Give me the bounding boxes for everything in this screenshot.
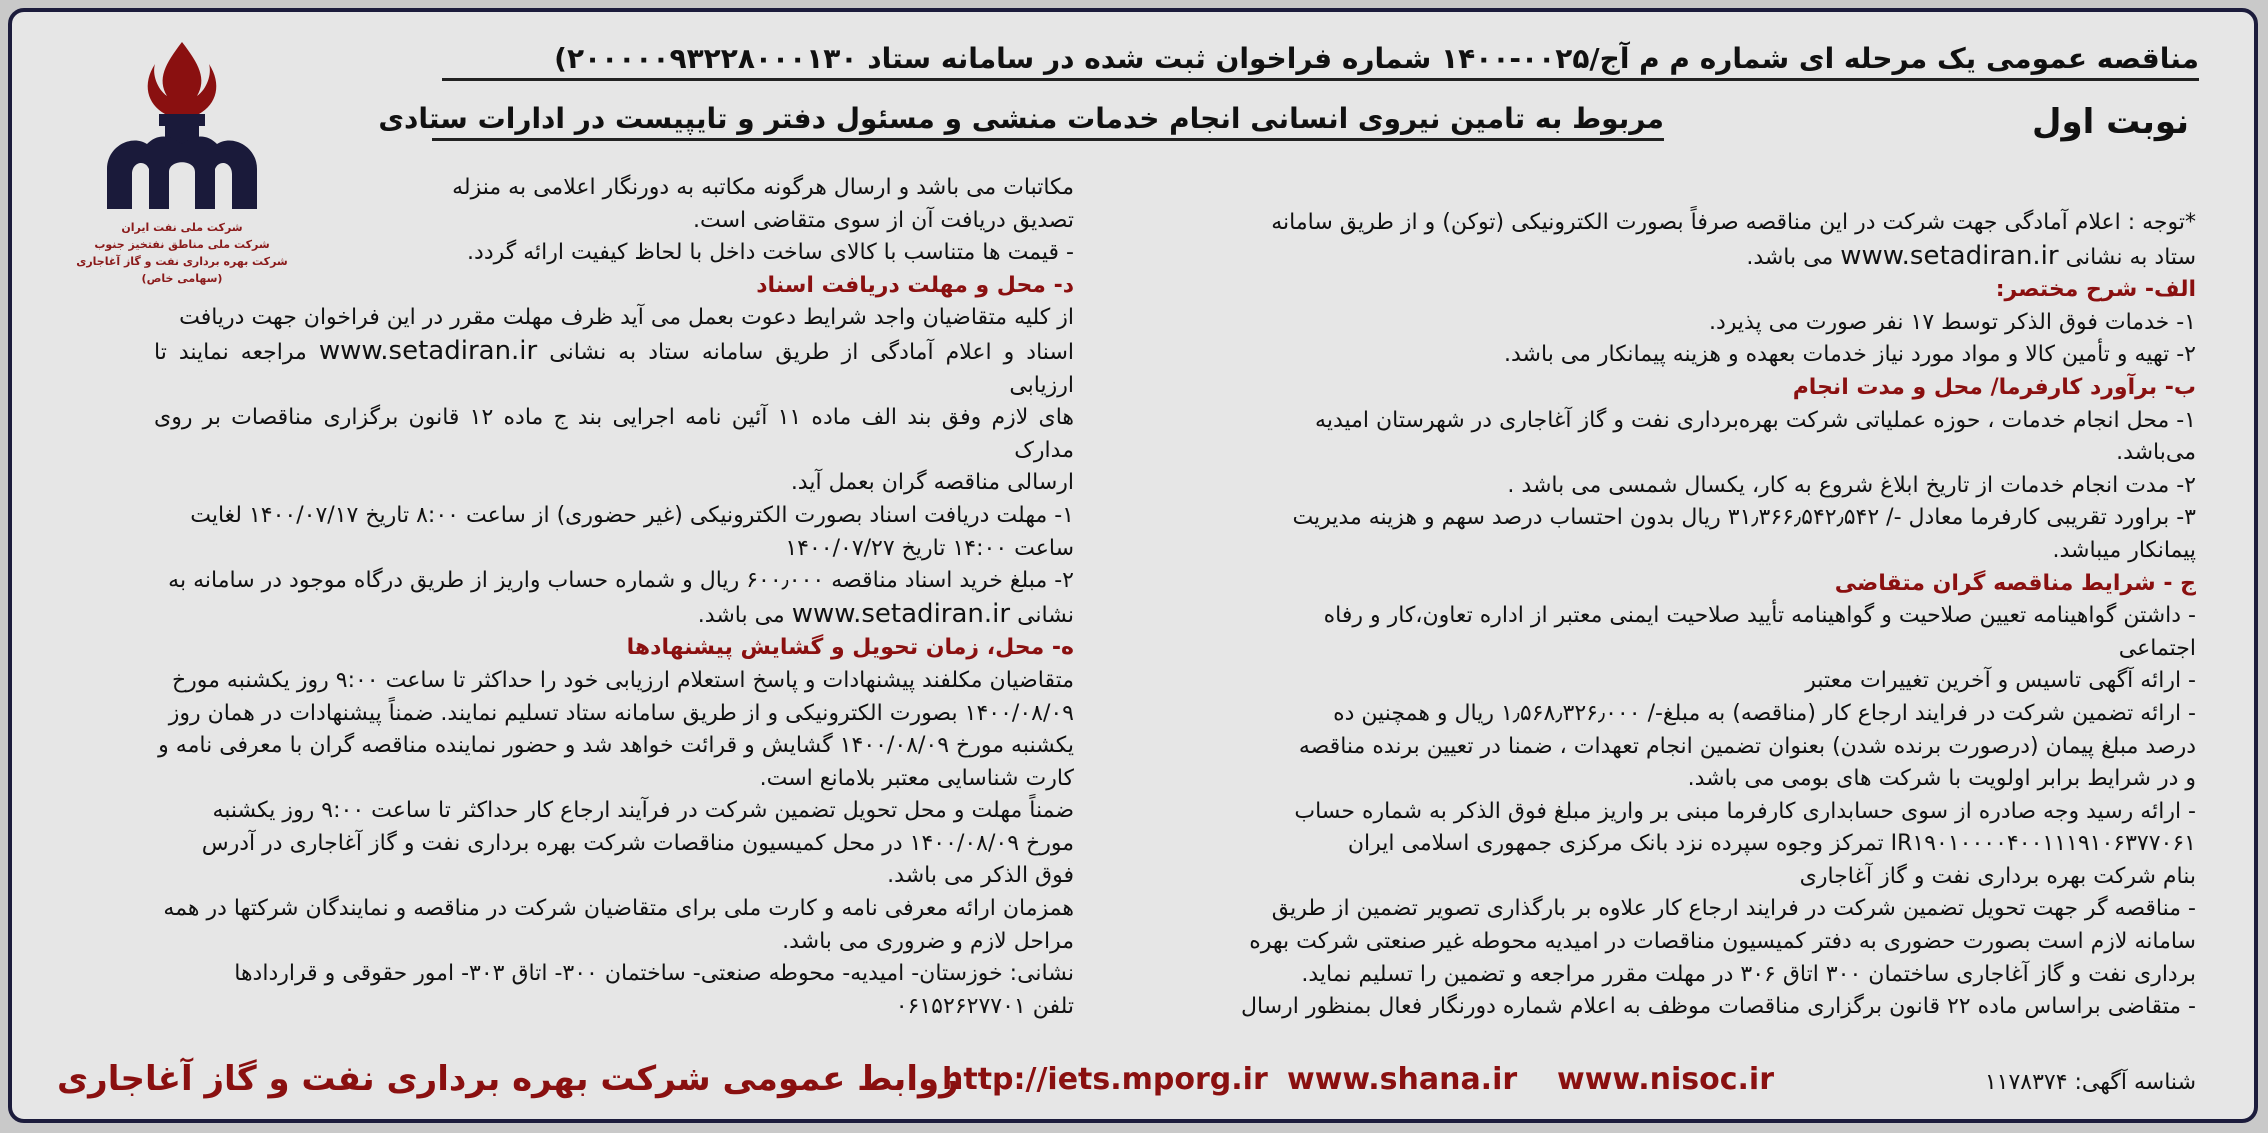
dal-text: مراجعه نمایند تا ارزیابی: [154, 339, 1074, 398]
section-heading-alef: الف- شرح مختصر:: [1995, 277, 2196, 303]
right-column: [1116, 207, 2196, 1024]
iets-link[interactable]: http://iets.mporg.ir: [942, 1062, 1268, 1097]
je-item: بنام شرکت بهره برداری نفت و گاز آغاجاری: [1799, 863, 2196, 889]
he-item: متقاضیان مکلفند پیشنهادات و پاسخ استعلام ارزیابی خود را حداکثر تا ساعت ۹:۰۰ روز یکشنبه مورخ: [171, 667, 1074, 693]
je-item: - ارائه تضمین شرکت در فرایند ارجاع کار (مناقصه) به مبلغ-/ ۱٫۵۶۸٫۳۲۶٫۰۰۰ ریال و همچنین ده: [1333, 700, 2196, 726]
publication-turn: نوبت اول: [2032, 102, 2189, 142]
be-item: می‌باشد.: [2116, 440, 2196, 466]
je-item: سامانه لازم است بصورت حضوری به دفتر کمیسیون مناقصات در امیدیه محوطه غیر صنعتی شرکت بهره: [1249, 929, 2196, 955]
left-line: مکاتبات می باشد و ارسال هرگونه مکاتبه به دورنگار اعلامی به منزله: [452, 175, 1074, 200]
note-line: [1116, 240, 2196, 275]
be-item: ۲- مدت انجام خدمات از تاریخ ابلاغ شروع به کار، یکسال شمسی می باشد .: [1507, 472, 2196, 498]
setadiran-link[interactable]: www.setadiran.ir: [1840, 240, 2059, 271]
je-item: درصد مبلغ پیمان (درصورت برنده شدن) بعنوان تضمین انجام تعهدات ، ضمنا در تعیین برنده مناقصه: [1298, 733, 2196, 759]
be-item: ۳- براورد تقریبی کارفرما معادل -/ ۳۱٫۳۶۶٫۵۴۲٫۵۴۲ ریال بدون احتساب درصد سهم و هزینه مدیریت: [1292, 505, 2196, 531]
phone-line: تلفن ۰۶۱۵۲۶۲۷۷۰۱: [895, 993, 1074, 1019]
dal-text: نشانی: [1017, 602, 1074, 628]
setadiran-link[interactable]: www.setadiran.ir: [318, 335, 538, 366]
setadiran-link[interactable]: www.setadiran.ir: [791, 598, 1011, 629]
section-heading-je: ج - شرایط مناقصه گران متقاضی: [1834, 570, 2196, 596]
alef-item: ۱- خدمات فوق الذکر توسط ۱۷ نفر صورت می پذیرد.: [1708, 309, 2196, 335]
he-item: همزمان ارائه معرفی نامه و کارت ملی برای متقاضیان شرکت در مناقصه و نمایندگان شرکتها در همه: [163, 896, 1074, 922]
be-item: پیمانکار میباشد.: [2052, 537, 2196, 563]
note-line: *توجه : اعلام آمادگی جهت شرکت در این مناقصه صرفاً بصورت الکترونیکی (توکن) و از طریق سامانه: [1271, 210, 2196, 235]
logo-caption-3: شرکت بهره برداری نفت و گاز آغاجاری (سهامی خاص): [76, 255, 288, 285]
be-item: ۱- محل انجام خدمات ، حوزه عملیاتی شرکت بهره‌برداری نفت و گاز آغاجاری در شهرستان امیدیه: [1315, 407, 2196, 433]
alef-item: ۲- تهیه و تأمین کالا و مواد مورد نیاز خدمات بعهده و هزینه پیمانکار می باشد.: [1504, 342, 2196, 368]
je-item: IR۱۹۰۱۰۰۰۰۴۰۰۱۱۱۹۱۰۶۳۷۷۰۶۱ تمرکز وجوه سپرده نزد بانک مرکزی جمهوری اسلامی ایران: [1347, 831, 2196, 857]
address-line: نشانی: خوزستان- امیدیه- محوطه صنعتی- ساختمان ۳۰۰- اتاق ۳۰۳- امور حقوقی و قراردادها: [234, 961, 1074, 987]
je-item: و در شرایط برابر اولویت با شرکت های بومی می باشد.: [1687, 766, 2196, 792]
he-item: یکشنبه مورخ ۱۴۰۰/۰۸/۰۹ گشایش و قرائت خواهد شد و حضور نماینده مناقصه گران با معرفی نامه و: [158, 733, 1074, 759]
he-item: کارت شناسایی معتبر بلامانع است.: [759, 765, 1074, 791]
je-item: - متقاضی براساس ماده ۲۲ قانون برگزاری مناقصات موظف به اعلام شماره دورنگار فعال بمنظور ارسال: [1241, 994, 2196, 1020]
dal-item: [154, 598, 1074, 633]
note-text: ستاد به نشانی: [2065, 244, 2196, 270]
section-heading-he: ه- محل، زمان تحویل و گشایش پیشنهادها: [626, 635, 1074, 661]
dal-item: ۱- مهلت دریافت اسناد بصورت الکترونیکی (غیر حضوری) از ساعت ۸:۰۰ تاریخ ۱۴۰۰/۰۷/۱۷ لغایت: [190, 502, 1074, 528]
shana-link[interactable]: www.shana.ir: [1287, 1062, 1518, 1097]
dal-item: [154, 335, 1074, 402]
dal-text: می باشد.: [697, 602, 785, 628]
je-item: - داشتن گواهینامه تعیین صلاحیت و گواهینامه تأیید صلاحیت ایمنی معتبر از اداره تعاون،کار و رفاه: [1323, 603, 2196, 629]
advertisement-frame: [8, 8, 2258, 1123]
left-column: [154, 172, 1074, 1023]
je-item: - ارائه رسید وجه صادره از سوی حسابداری کارفرما مبنی بر واریز مبلغ فوق الذکر به شماره حساب: [1294, 798, 2196, 824]
dal-item: ۲- مبلغ خرید اسناد مناقصه ۶۰۰٫۰۰۰ ریال و شماره حساب واریز از طریق درگاه موجود در سامانه به: [168, 568, 1074, 594]
dal-item: از کلیه متقاضیان واجد شرایط دعوت بعمل می آید ظرف مهلت مقرر در این فراخوان جهت دریافت: [179, 305, 1074, 331]
je-item: برداری نفت و گاز آغاجاری ساختمان ۳۰۰ اتاق ۳۰۶ در مهلت مقرر مراجعه و تضمین را تسلیم نماید.: [1301, 961, 2196, 987]
tender-title: مناقصه عمومی یک مرحله ای شماره م م آج/۰۰۲۵-۱۴۰۰ شماره فراخوان ثبت شده در سامانه ستاد ۲۰۰۰۰۰۹۳۲۲۸۰۰۰۱۳۰): [442, 42, 2199, 81]
dal-text: اسناد و اعلام آمادگی از طریق سامانه ستاد به نشانی: [549, 339, 1074, 365]
logo-caption-2: شرکت ملی مناطق نفتخیز جنوب: [94, 238, 270, 251]
je-item: - ارائه آگهی تاسیس و آخرین تغییرات معتبر: [1805, 668, 2196, 694]
he-item: ۱۴۰۰/۰۸/۰۹ بصورت الکترونیکی و از طریق سامانه ستاد تسلیم نمایند. ضمناً پیشنهادات در همان روز: [168, 700, 1074, 726]
he-item: فوق الذکر می باشد.: [887, 863, 1074, 889]
dal-item: های لازم وفق بند الف ماده ۱۱ آئین نامه اجرایی بند ج ماده ۱۲ قانون برگزاری مناقصات بر روی مدارک: [154, 405, 1074, 463]
ad-id: شناسه آگهی: ۱۱۷۸۳۷۴: [1984, 1070, 2196, 1095]
dal-item: ارسالی مناقصه گران بعمل آید.: [790, 470, 1074, 496]
logo-caption-1: شرکت ملی نفت ایران: [121, 221, 243, 234]
he-item: مراحل لازم و ضروری می باشد.: [782, 928, 1074, 954]
tender-subtitle: مربوط به تامین نیروی انسانی انجام خدمات منشی و مسئول دفتر و تایپیست در ادارات ستادی: [432, 102, 1664, 141]
he-item: ضمناً مهلت و محل تحویل تضمین شرکت در فرآیند ارجاع کار حداکثر تا ساعت ۹:۰۰ روز یکشنبه: [212, 798, 1074, 824]
he-item: مورخ ۱۴۰۰/۰۸/۰۹ در محل کمیسیون مناقصات شرکت بهره برداری نفت و گاز آغاجاری در آدرس: [201, 830, 1074, 856]
dal-item: ساعت ۱۴:۰۰ تاریخ ۱۴۰۰/۰۷/۲۷: [785, 535, 1074, 561]
left-line: تصدیق دریافت آن از سوی متقاضی است.: [693, 207, 1074, 233]
nisoc-link[interactable]: www.nisoc.ir: [1557, 1062, 1774, 1097]
section-heading-be: ب- برآورد کارفرما/ محل و مدت انجام: [1792, 374, 2196, 400]
note-text: می باشد.: [1746, 244, 1834, 270]
je-item: - مناقصه گر جهت تحویل تضمین شرکت در فرایند ارجاع کار علاوه بر بارگذاری تصویر تضمین از طریق: [1271, 896, 2196, 922]
left-line: - قیمت ها متناسب با کالای ساخت داخل با لحاظ کیفیت ارائه گردد.: [467, 240, 1074, 266]
public-relations-signature: روابط عمومی شرکت بهره برداری نفت و گاز آغاجاری: [57, 1059, 959, 1099]
je-item: اجتماعی: [2118, 635, 2196, 661]
section-heading-dal: د- محل و مهلت دریافت اسناد: [756, 272, 1074, 298]
